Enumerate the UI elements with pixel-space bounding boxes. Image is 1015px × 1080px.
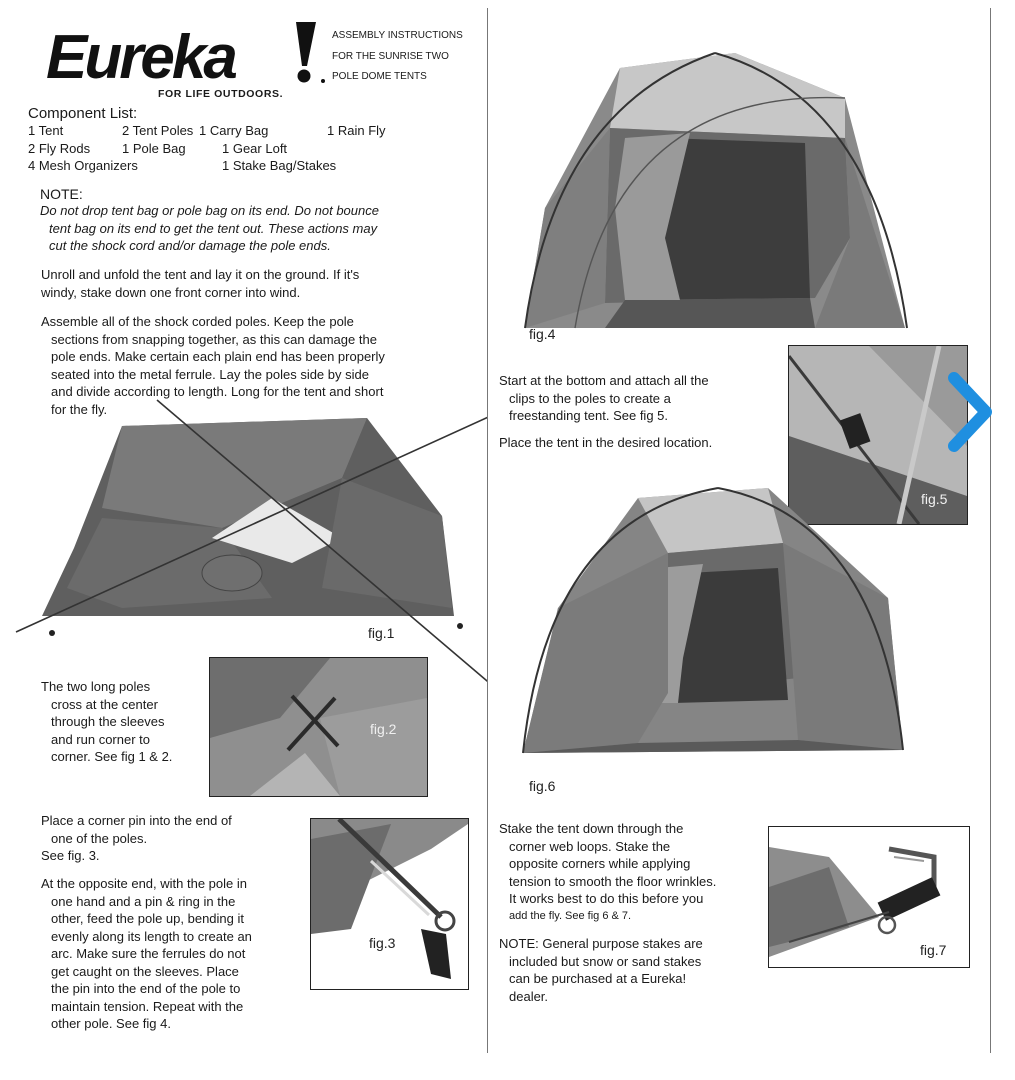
figure-2-frame (209, 657, 428, 797)
text-line: through the sleeves (51, 714, 165, 729)
document-header (332, 26, 463, 88)
figure-6-dome-tent (518, 478, 908, 796)
note-line: Do not drop tent bag or pole bag on its end. Do not bounce (40, 203, 379, 218)
step-corner-pin (41, 812, 301, 865)
step-clips (499, 372, 789, 425)
component-item: 1 Stake Bag/Stakes (222, 158, 337, 173)
figure-5-label: fig.5 (921, 491, 948, 507)
component-item: 2 Fly Rods (28, 141, 91, 156)
text-line: The two long poles (41, 679, 151, 694)
text-line: Unroll and unfold the tent and lay it on the ground. If it's (41, 267, 360, 282)
text-line: opposite corners while applying (509, 856, 691, 871)
header-line: FOR THE SUNRISE TWO (332, 50, 449, 62)
header-line: ASSEMBLY INSTRUCTIONS (332, 30, 463, 41)
text-line: At the opposite end, with the pole in (41, 876, 247, 891)
step-opposite-end (41, 875, 301, 1033)
note-line: cut the shock cord and/or damage the pole ends. (49, 238, 331, 253)
text-line: Stake the tent down through the (499, 821, 684, 836)
text-line: tension to smooth the floor wrinkles. (509, 873, 717, 889)
column-divider (990, 8, 991, 1053)
text-line: seated into the metal ferrule. Lay the poles side by side (51, 366, 369, 382)
component-list-title: Component List: (28, 105, 138, 122)
text-line: maintain tension. Repeat with the (51, 998, 244, 1014)
step-unroll (41, 266, 421, 301)
figure-3-label: fig.3 (369, 935, 396, 951)
text-line: corner. See fig 1 & 2. (51, 749, 173, 764)
step-cross-poles (41, 678, 201, 766)
text-line: one hand and a pin & ring in the (51, 893, 236, 909)
text-line: arc. Make sure the ferrules do not (51, 946, 246, 961)
text-line: Start at the bottom and attach all the (499, 373, 709, 388)
text-line: pole ends. Make certain each plain end has been properly (51, 349, 385, 364)
text-line: NOTE: General purpose stakes are (499, 936, 703, 951)
text-line: clips to the poles to create a (509, 390, 671, 406)
text-line: included but snow or sand stakes (509, 953, 702, 969)
eureka-logo (44, 22, 326, 84)
figure-3-frame (310, 818, 469, 990)
component-item: 1 Pole Bag (122, 141, 186, 156)
text-line: It works best to do this before you (509, 891, 704, 906)
step-stake-tent (499, 820, 759, 925)
figure-1-label: fig.1 (368, 625, 395, 641)
header-line: POLE DOME TENTS (332, 71, 427, 82)
text-line: the pin into the end of the pole to (51, 981, 241, 996)
text-line: for the fly. (51, 401, 108, 417)
text-line: Assemble all of the shock corded poles. Keep the pole (41, 314, 354, 329)
text-line: windy, stake down one front corner into wind. (41, 284, 301, 300)
figure-4-dome-tent (515, 28, 915, 346)
text-line: Place a corner pin into the end of (41, 813, 232, 828)
text-line: cross at the center (51, 696, 158, 712)
component-item: 1 Gear Loft (222, 141, 288, 156)
text-line: dealer. (509, 988, 549, 1004)
figure-6-label: fig.6 (529, 778, 556, 794)
text-line: can be purchased at a Eureka! (509, 971, 687, 986)
component-item: 2 Tent Poles (122, 123, 194, 138)
column-divider (487, 8, 488, 1053)
text-line: one of the poles. (51, 830, 148, 846)
text-line: get caught on the sleeves. Place (51, 963, 239, 979)
figure-7-label: fig.7 (920, 942, 947, 958)
brand-tagline: FOR LIFE OUTDOORS. (158, 88, 284, 100)
text-line: sections from snapping together, as this can damage the (51, 331, 377, 347)
figure-7-frame (768, 826, 970, 968)
text-line: and run corner to (51, 731, 151, 747)
text-line: other, feed the pole up, bending it (51, 911, 244, 926)
text-line: add the fly. See fig 6 & 7. (509, 909, 632, 922)
component-item: 4 Mesh Organizers (28, 158, 138, 173)
figure-4-label: fig.4 (529, 326, 556, 342)
text-line: See fig. 3. (41, 848, 100, 863)
text-line: corner web loops. Stake the (509, 838, 671, 854)
note-general-stakes (499, 935, 759, 1005)
note-line: tent bag on its end to get the tent out. These actions may (49, 220, 378, 236)
component-item: 1 Carry Bag (199, 123, 269, 138)
text-line: and divide according to length. Long for the tent and short (51, 384, 384, 399)
text-line: other pole. See fig 4. (51, 1016, 171, 1031)
figure-2-label: fig.2 (370, 721, 397, 737)
svg-text:Eureka: Eureka (46, 23, 235, 84)
component-item: 1 Rain Fly (327, 123, 386, 138)
note-text (40, 202, 410, 255)
step-place-tent: Place the tent in the desired location. (499, 435, 713, 450)
component-item: 1 Tent (28, 123, 64, 138)
next-page-chevron-icon[interactable] (944, 372, 996, 452)
text-line: evenly along its length to create an (51, 928, 252, 944)
text-line: freestanding tent. See fig 5. (509, 408, 668, 423)
note-title: NOTE: (40, 186, 83, 202)
